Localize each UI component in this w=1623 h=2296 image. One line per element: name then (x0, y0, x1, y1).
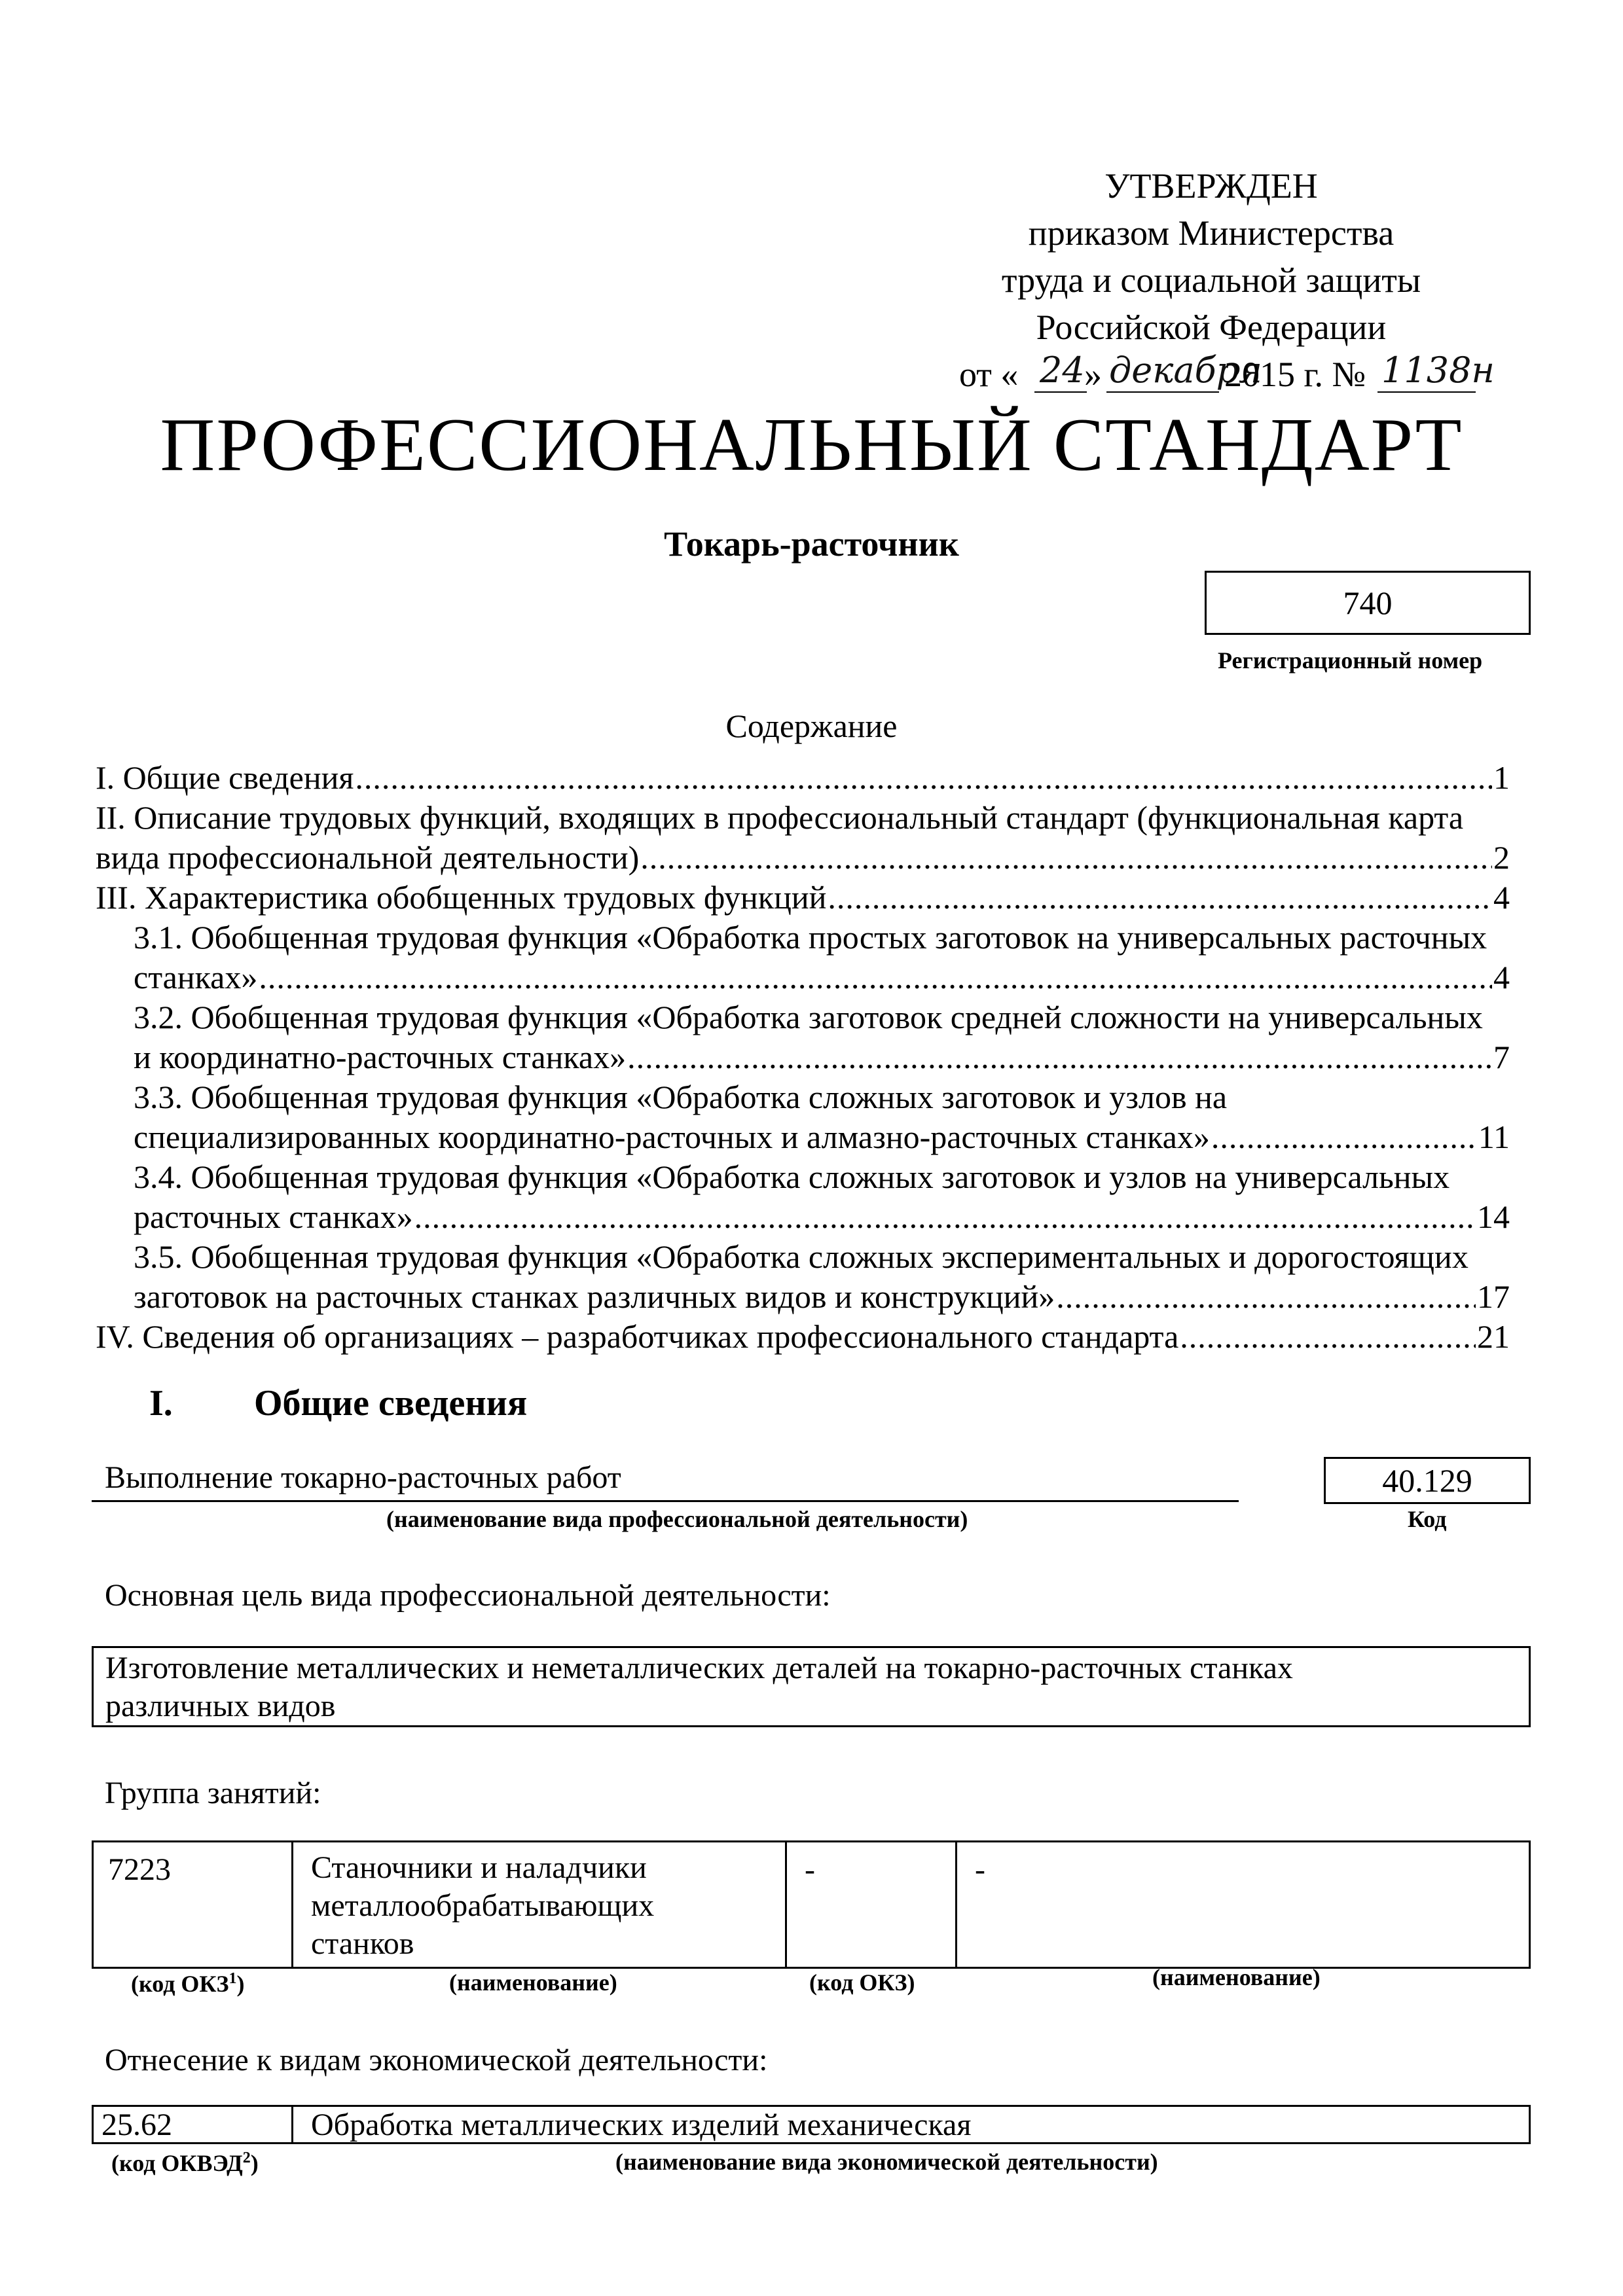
toc-leader (259, 958, 1492, 997)
toc-item-page: 2 (1493, 839, 1510, 876)
activity-underline (92, 1500, 1239, 1502)
col-divider (291, 1842, 293, 1967)
okz-caption-close: ) (236, 1971, 245, 1997)
toc-item-text: станках» (134, 959, 258, 996)
okz-caption-text: (код ОКЗ (131, 1971, 229, 1997)
date-prefix: от « (959, 355, 1019, 394)
activity-caption: (наименование вида профессиональной деятельности) (386, 1506, 968, 1532)
approval-status: УТВЕРЖДЕН (1104, 166, 1318, 206)
toc-item[interactable] (96, 1317, 1510, 1357)
okved-name-caption: (наименование вида экономической деятельности) (615, 2149, 1158, 2175)
date-mid: » (1084, 355, 1102, 394)
toc-leader (1056, 1277, 1476, 1317)
occupation-name-caption-2: (наименование) (1152, 1964, 1321, 1990)
footnote-ref-1[interactable]: 1 (228, 1970, 237, 1987)
approval-line-3: Российской Федерации (1036, 308, 1387, 347)
toc-item-text-line1: 3.1. Обобщенная трудовая функция «Обработка простых заготовок на универсальных расточных (134, 919, 1487, 956)
date-month: декабря (1109, 350, 1262, 391)
approval-line-2: труда и социальной защиты (1001, 260, 1421, 300)
toc-leader (1180, 1317, 1476, 1357)
okved-caption-text: (код ОКВЭД (111, 2150, 243, 2176)
toc-item-text-line1: II. Описание трудовых функций, входящих в профессиональный стандарт (функциональная карта (96, 799, 1464, 836)
occupation-name-caption: (наименование) (449, 1969, 617, 1996)
toc-item-text: специализированных координатно-расточных и алмазно-расточных станках» (134, 1119, 1210, 1155)
toc-item[interactable] (96, 1077, 1510, 1157)
okved-code-caption (111, 2149, 259, 2177)
okved-caption-close: ) (250, 2150, 259, 2176)
okved-name: Обработка металлических изделий механическая (311, 2108, 972, 2142)
toc-item-page: 7 (1493, 1039, 1510, 1075)
toc-item-text: заготовок на расточных станках различных видов и конструкций» (134, 1278, 1055, 1315)
toc-item-page: 14 (1477, 1198, 1510, 1235)
table-of-contents (96, 758, 1510, 1357)
okz-code-caption (131, 1970, 245, 1998)
goal-line-2: различных видов (105, 1689, 336, 1723)
page-title: ПРОФЕССИОНАЛЬНЫЙ СТАНДАРТ (160, 403, 1463, 487)
toc-item-page: 1 (1493, 759, 1510, 796)
toc-item-page: 4 (1493, 879, 1510, 916)
toc-item[interactable] (96, 798, 1510, 878)
toc-item[interactable] (96, 1237, 1510, 1317)
registration-number-label: Регистрационный номер (1218, 647, 1483, 673)
date-day-underline (1034, 391, 1087, 393)
toc-item-page: 4 (1493, 959, 1510, 996)
toc-heading: Содержание (725, 708, 898, 744)
occupation-name-2: - (975, 1852, 985, 1887)
page-subtitle: Токарь-расточник (664, 524, 959, 564)
toc-item-text-line1: 3.4. Обобщенная трудовая функция «Обработка сложных заготовок и узлов на универсальных (134, 1158, 1450, 1195)
toc-item[interactable] (96, 997, 1510, 1077)
toc-item-text: IV. Сведения об организациях – разработчиках профессионального стандарта (96, 1318, 1179, 1355)
toc-item-text: расточных станках» (134, 1198, 413, 1235)
okved-table (92, 2105, 1531, 2144)
toc-leader (355, 758, 1492, 798)
approval-block (930, 162, 1493, 403)
toc-item-text: и координатно-расточных станках» (134, 1039, 627, 1075)
toc-leader (828, 878, 1492, 918)
okved-code: 25.62 (101, 2108, 172, 2142)
occupation-name-line: металлообрабатывающих (311, 1888, 655, 1923)
order-underline (1377, 391, 1476, 393)
footnote-ref-2[interactable]: 2 (242, 2149, 251, 2166)
col-divider (955, 1842, 957, 1967)
goal-box (92, 1646, 1531, 1727)
occupation-name-line: станков (311, 1926, 414, 1961)
activity-code-box: 40.129 (1324, 1457, 1531, 1504)
occupation-name-1 (311, 1849, 654, 1963)
toc-item[interactable] (96, 878, 1510, 918)
economic-label: Отнесение к видам экономической деятельности: (105, 2043, 768, 2077)
goal-label: Основная цель вида профессиональной деятельности: (105, 1578, 831, 1613)
toc-item-page: 21 (1477, 1318, 1510, 1355)
toc-leader (627, 1037, 1492, 1077)
goal-line-1: Изготовление металлических и неметаллических деталей на токарно-расточных станках (105, 1651, 1293, 1685)
toc-item-text-line1: 3.5. Обобщенная трудовая функция «Обработка сложных экспериментальных и дорогостоящих (134, 1238, 1468, 1275)
order-number: 1138н (1381, 350, 1495, 391)
date-month-underline (1106, 391, 1219, 393)
toc-item-text-line1: 3.3. Обобщенная трудовая функция «Обработка сложных заготовок и узлов на (134, 1079, 1228, 1115)
col-divider (291, 2107, 293, 2142)
code-caption: Код (1408, 1506, 1447, 1532)
occupation-table (92, 1840, 1531, 1969)
occupation-label: Группа занятий: (105, 1776, 321, 1810)
col-divider (785, 1842, 787, 1967)
occupation-name-line: Станочники и наладчики (311, 1850, 647, 1885)
toc-item-text: I. Общие сведения (96, 759, 354, 796)
date-day: 24 (1040, 350, 1085, 391)
toc-item-text-line1: 3.2. Обобщенная трудовая функция «Обработка заготовок средней сложности на универсальных (134, 999, 1483, 1035)
toc-leader (414, 1197, 1476, 1237)
section-title: Общие сведения (254, 1383, 528, 1424)
toc-item[interactable] (96, 758, 1510, 798)
okz-code-2: - (805, 1852, 815, 1887)
registration-number-box: 740 (1205, 571, 1531, 635)
approval-date-line (930, 351, 1493, 403)
approval-line-1: приказом Министерства (1028, 213, 1395, 253)
toc-leader (640, 838, 1492, 878)
toc-item-page: 11 (1478, 1119, 1510, 1155)
toc-item[interactable] (96, 918, 1510, 997)
toc-leader (1211, 1117, 1477, 1157)
okz-code-1: 7223 (108, 1852, 171, 1887)
toc-item-text: вида профессиональной деятельности) (96, 839, 640, 876)
toc-item-page: 17 (1477, 1278, 1510, 1315)
section-number: I. (149, 1383, 173, 1424)
toc-item-text: III. Характеристика обобщенных трудовых функций (96, 879, 827, 916)
activity-name: Выполнение токарно-расточных работ (105, 1460, 621, 1495)
date-year: 2015 г. № (1224, 355, 1366, 394)
toc-item[interactable] (96, 1157, 1510, 1237)
okz-code-caption-2: (код ОКЗ) (809, 1969, 915, 1996)
